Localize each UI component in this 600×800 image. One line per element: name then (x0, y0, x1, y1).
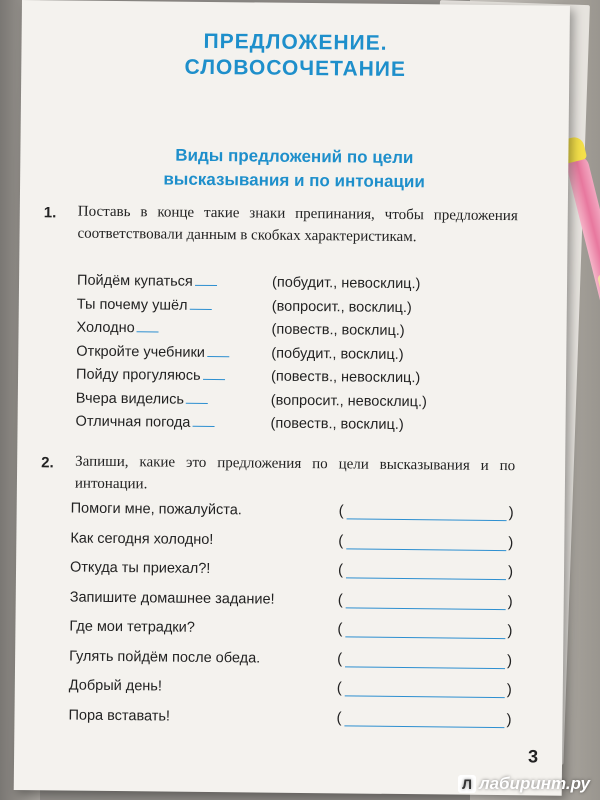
task2-instructions: Запиши, какие это предложения по цели высказывания и по интонации. (74, 453, 516, 493)
close-bracket: ) (506, 681, 512, 699)
task1-hint: (повеств., восклиц.) (271, 321, 405, 340)
task1-hint: (повеств., восклиц.) (270, 415, 404, 434)
workbook-page (14, 0, 570, 796)
answer-line[interactable] (345, 665, 505, 669)
task2-sentence: Добрый день! (68, 677, 162, 695)
task2-sentence: Как сегодня холодно! (70, 530, 214, 548)
punctuation-blank[interactable] (137, 330, 159, 332)
task1-hint: (побудит., невосклиц.) (271, 274, 421, 293)
task1-sentence (76, 414, 215, 431)
task1-number: 1. (43, 204, 57, 222)
punctuation-blank[interactable] (189, 307, 211, 309)
close-bracket: ) (507, 651, 513, 669)
watermark-text: лабиринт.ру (479, 774, 590, 793)
open-bracket: ( (337, 561, 344, 579)
task1-sentence (76, 343, 229, 361)
punctuation-blank[interactable] (192, 425, 214, 427)
answer-line[interactable] (346, 547, 506, 551)
punctuation-blank[interactable] (195, 284, 217, 286)
task1-hint: (вопросит., восклиц.) (271, 298, 412, 316)
task2-sentence: Помоги мне, пожалуйста. (70, 500, 242, 519)
task1-sentence-text: Холодно (76, 319, 135, 337)
task1-hint: (повеств., невосклиц.) (270, 368, 421, 387)
task1-hint: (побудит., восклиц.) (271, 345, 404, 363)
task2-sentence: Пора вставать! (68, 707, 171, 725)
open-bracket: ( (337, 649, 343, 667)
punctuation-blank[interactable] (207, 354, 229, 356)
task1-sentence-text: Откройте учебники (76, 343, 206, 361)
answer-line[interactable] (347, 517, 507, 521)
close-bracket: ) (508, 504, 514, 522)
page-title-line1: ПРЕДЛОЖЕНИЕ. (203, 29, 388, 55)
task1-sentence-text: Пойдём купаться (76, 272, 193, 290)
answer-line[interactable] (344, 724, 504, 728)
task1-hint: (вопросит., невосклиц.) (270, 392, 427, 410)
task1-sentence-text: Пойду прогуляюсь (75, 366, 201, 384)
open-bracket: ( (338, 531, 344, 549)
section-title-line2: высказывания и по интонации (163, 169, 425, 192)
task1-sentence (76, 390, 208, 407)
punctuation-blank[interactable] (203, 378, 225, 380)
watermark-logo-icon: Л (458, 775, 476, 793)
page-title-line2: СЛОВОСОЧЕТАНИЕ (184, 55, 407, 82)
close-bracket: ) (507, 563, 514, 581)
answer-line[interactable] (346, 576, 506, 580)
answer-line[interactable] (345, 694, 505, 698)
task1-sentence-text: Отличная погода (75, 413, 191, 431)
close-bracket: ) (507, 592, 513, 610)
open-bracket: ( (338, 502, 344, 520)
open-bracket: ( (336, 679, 342, 697)
answer-line[interactable] (345, 635, 505, 639)
task2-sentence: Где мои тетрадки? (69, 618, 195, 636)
answer-line[interactable] (346, 606, 506, 610)
close-bracket: ) (507, 622, 513, 640)
task1-sentence (77, 296, 212, 313)
task1-sentence (76, 320, 158, 337)
task1-instructions: Поставь в конце такие знаки препинания, чтобы предложения соответствовали данным в скобках характеристикам. (77, 203, 518, 246)
task1-sentence-text: Вчера виделись (75, 390, 185, 408)
task2-sentence: Запишите домашнее задание! (69, 589, 275, 608)
close-bracket: ) (506, 710, 512, 728)
section-title-line1: Виды предложений по цели (175, 145, 414, 168)
close-bracket: ) (508, 533, 514, 551)
page-number: 3 (527, 746, 539, 767)
open-bracket: ( (337, 620, 343, 638)
watermark (458, 774, 590, 794)
task2-sentence: Гулять пойдём после обеда. (69, 648, 261, 667)
task1-sentence-text: Ты почему ушёл (76, 296, 188, 314)
open-bracket: ( (336, 708, 342, 726)
open-bracket: ( (337, 590, 343, 608)
task1-sentence (77, 273, 217, 290)
task2-sentence: Откуда ты приехал?! (69, 559, 211, 578)
task1-sentence (76, 367, 225, 385)
punctuation-blank[interactable] (186, 401, 208, 403)
task2-number: 2. (41, 454, 54, 472)
